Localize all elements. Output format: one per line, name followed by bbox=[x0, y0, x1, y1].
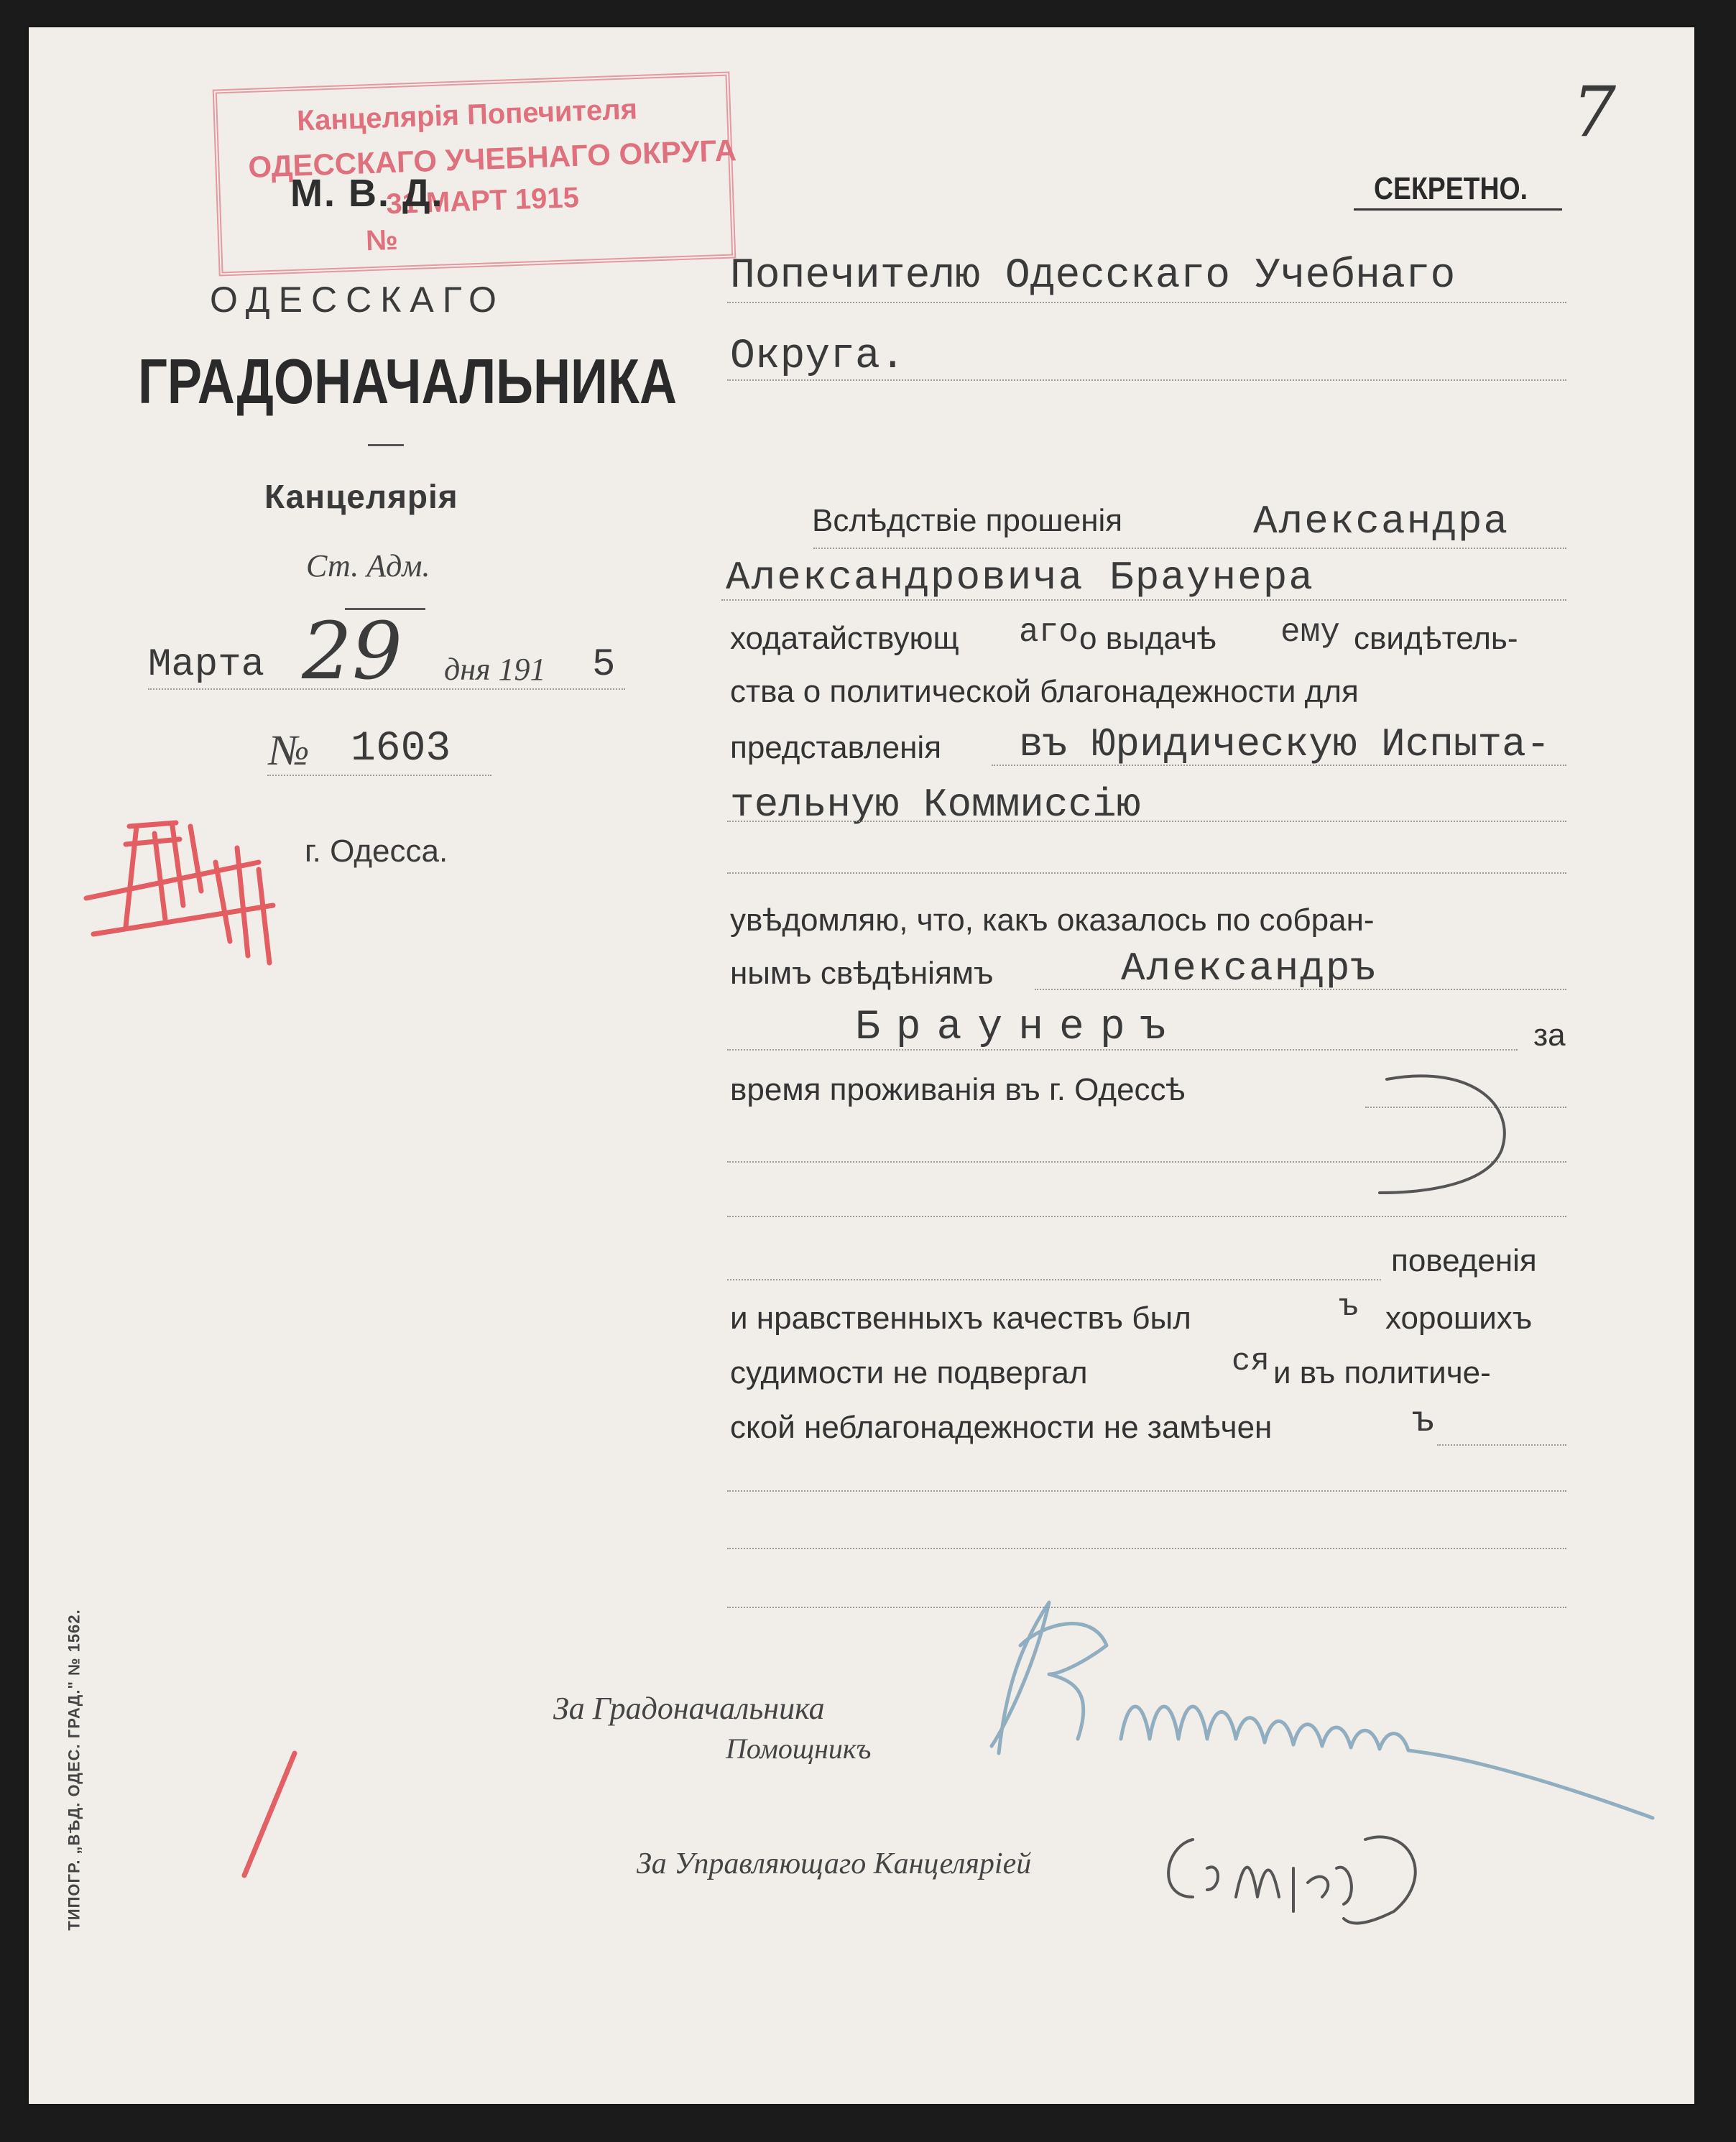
assistant-line-1: За Градоначальника bbox=[553, 1691, 825, 1726]
body-line-6-typed: тельную Коммиссію bbox=[730, 782, 1141, 828]
outgoing-number: 1603 bbox=[351, 726, 451, 772]
body-line-8-printed: нымъ свѣдѣніямъ bbox=[730, 956, 994, 991]
assistant-signature bbox=[992, 1602, 1653, 1818]
stamp-line-3: 31 МАРТ 1915 bbox=[385, 181, 580, 221]
body-line-3-typed-b: ему bbox=[1280, 614, 1340, 651]
body-line-9-typed: Браунеръ bbox=[855, 1005, 1182, 1051]
stamp-line-2: ОДЕССКАГО УЧЕБНАГО ОКРУГА bbox=[247, 133, 737, 184]
body-line-1-printed: Вслѣдствіе прошенія bbox=[812, 503, 1123, 538]
secret-label: СЕКРЕТНО. bbox=[1374, 171, 1528, 206]
body-line-12-a: и нравственныхъ качествъ был bbox=[730, 1301, 1191, 1336]
body-line-3-a: ходатайствующ bbox=[730, 621, 959, 656]
department-label: Ст. Адм. bbox=[306, 548, 430, 583]
body-line-13-a: судимости не подвергал bbox=[730, 1355, 1088, 1390]
body-line-2-typed: Александровича Браунера bbox=[726, 555, 1314, 601]
assistant-line-2: Помощникъ bbox=[726, 1732, 872, 1765]
body-line-11: поведенія bbox=[1391, 1243, 1537, 1278]
body-line-12-typed: ъ bbox=[1339, 1289, 1359, 1325]
body-line-3-typed-a: аго bbox=[1019, 614, 1079, 651]
body-line-3-c: свидѣтель- bbox=[1354, 621, 1518, 656]
body-line-3-b: о выдачѣ bbox=[1079, 621, 1216, 656]
body-line-14: ской неблагонадежности не замѣчен bbox=[730, 1410, 1273, 1445]
corner-folio-mark: 7 bbox=[1572, 72, 1617, 152]
body-line-14-typed: ъ bbox=[1413, 1401, 1435, 1442]
office-line-2: ГРАДОНАЧАЛЬНИКА bbox=[138, 346, 678, 417]
manager-signature bbox=[1168, 1837, 1416, 1923]
date-month: Марта bbox=[148, 643, 265, 687]
city-label: г. Одесса. bbox=[305, 834, 448, 869]
addressee-line-2: Округа. bbox=[730, 333, 905, 380]
chancellery-manager-label: За Управляющаго Канцеляріей bbox=[637, 1847, 1032, 1880]
date-word: дня 191 bbox=[444, 652, 546, 687]
body-line-7: увѣдомляю, что, какъ оказалось по собран- bbox=[730, 902, 1375, 938]
stamp-line-4: № bbox=[365, 223, 399, 257]
body-line-5-typed: въ Юридическую Испыта- bbox=[1019, 721, 1551, 767]
body-line-13-typed: ся bbox=[1232, 1344, 1270, 1380]
date-day-handwritten: 29 bbox=[302, 605, 402, 697]
body-line-10: время проживанія въ г. Одессѣ bbox=[730, 1072, 1186, 1107]
number-label: № bbox=[269, 726, 310, 774]
body-line-1-typed: Александра bbox=[1253, 499, 1510, 545]
chancellery-label: Канцелярія bbox=[264, 478, 458, 515]
addressee-line-1: Попечителю Одесскаго Учебнаго bbox=[730, 253, 1456, 300]
body-line-12-b: хорошихъ bbox=[1385, 1301, 1533, 1336]
body-line-9-printed: за bbox=[1533, 1017, 1566, 1053]
ministry-label: М. В. Д. bbox=[290, 172, 444, 215]
body-line-8-typed: Александръ bbox=[1121, 946, 1377, 992]
stamp-line-1: Канцелярія Попечителя bbox=[296, 93, 638, 137]
printer-imprint: ТИПОГР. „ВѢД. ОДЕС. ГРАД." № 1562. bbox=[65, 1609, 83, 1931]
body-line-4: ства о политической благонадежности для bbox=[730, 674, 1359, 709]
date-year-digit: 5 bbox=[592, 643, 616, 687]
office-line-1: ОДЕССКАГО bbox=[210, 280, 505, 320]
body-line-13-b: и въ политиче- bbox=[1273, 1355, 1491, 1390]
body-line-5-printed: представленія bbox=[730, 730, 942, 765]
